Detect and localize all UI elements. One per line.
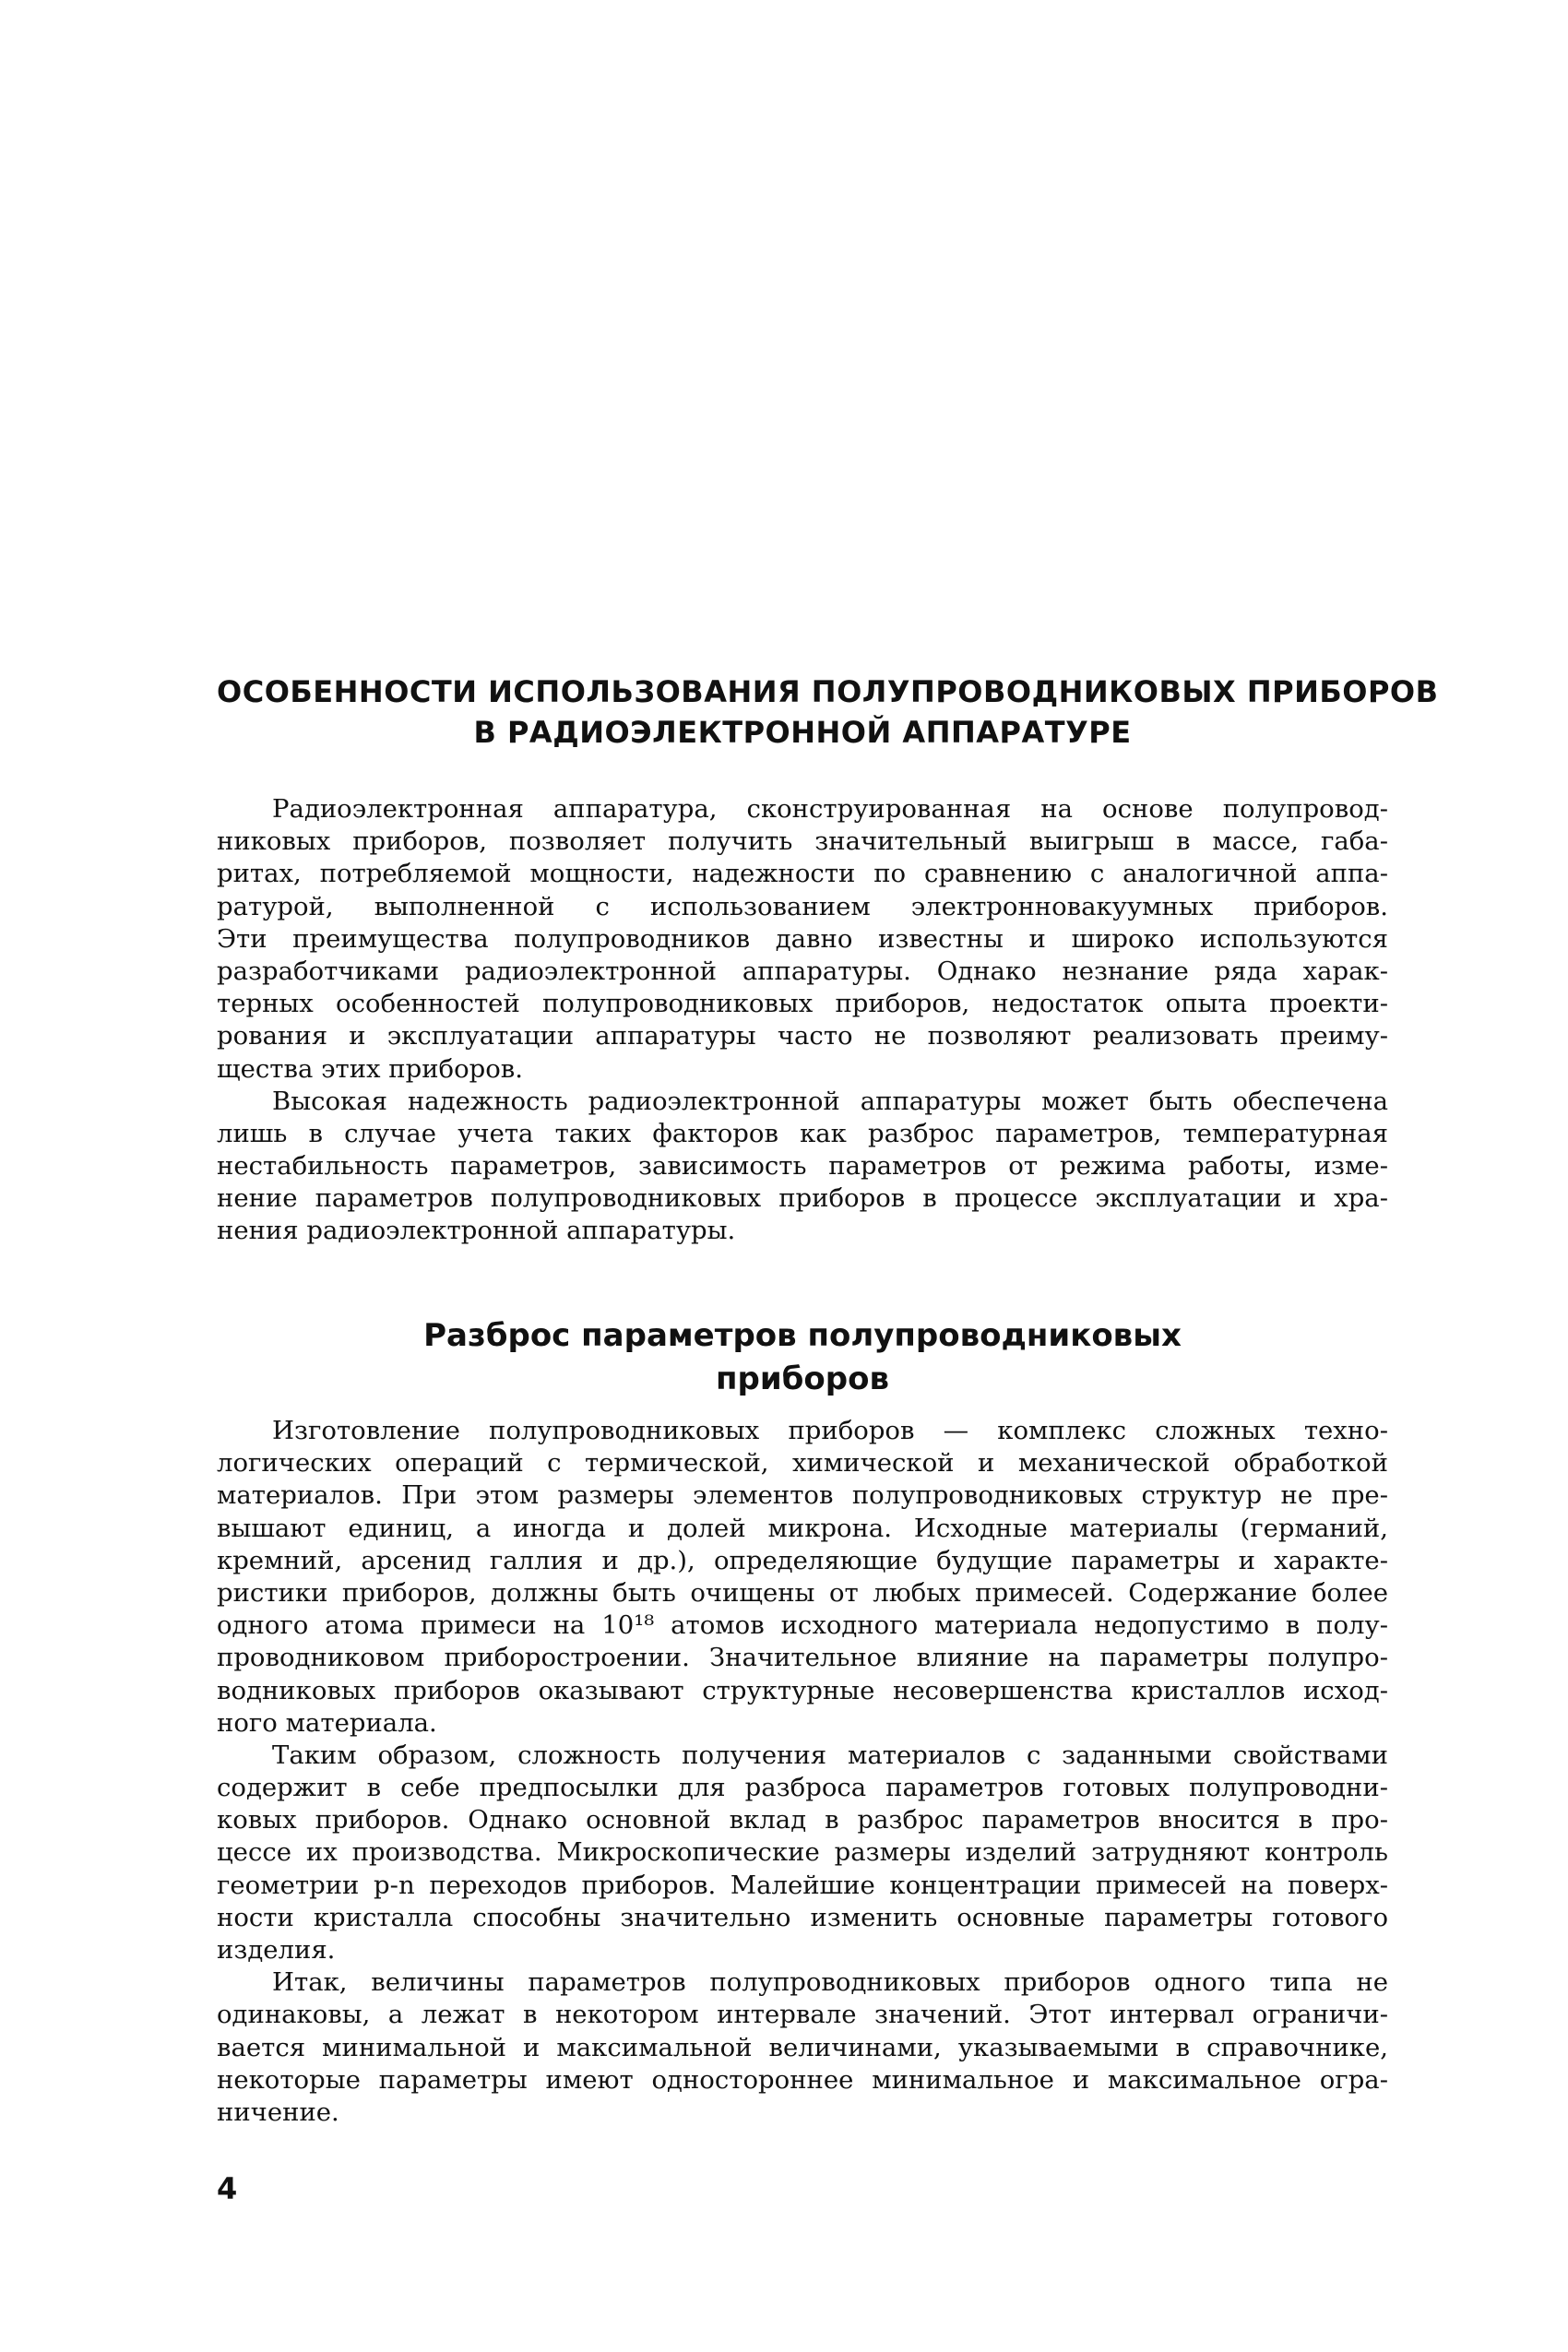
paragraph bbox=[217, 1415, 1388, 1740]
chapter-title-line: В РАДИОЭЛЕКТРОННОЙ АППАРАТУРЕ bbox=[473, 715, 1132, 750]
text-line: материалов. При этом размеры элементов полупроводниковых структур не пре- bbox=[217, 1480, 1388, 1511]
text-line: ности кристалла способны значительно изменить основные параметры готового bbox=[217, 1902, 1388, 1932]
text-line: логических операций с термической, химической и механической обработкой bbox=[217, 1448, 1388, 1479]
text-line: никовых приборов, позволяет получить значительный выигрыш в массе, габа- bbox=[217, 826, 1388, 857]
chapter-title-line: ОСОБЕННОСТИ ИСПОЛЬЗОВАНИЯ ПОЛУПРОВОДНИКОВЫХ ПРИБОРОВ bbox=[217, 674, 1439, 709]
paragraph bbox=[217, 793, 1388, 1086]
text-line: ристики приборов, должны быть очищены от любых примесей. Содержание более bbox=[217, 1577, 1388, 1608]
text-line: нестабильность параметров, зависимость параметров от режима работы, изме- bbox=[217, 1151, 1388, 1182]
text-line: ного материала. bbox=[217, 1707, 437, 1738]
text-line: вышают единиц, а иногда и долей микрона. Исходные материалы (германий, bbox=[217, 1513, 1388, 1543]
text-line: Изготовление полупроводниковых приборов — комплекс сложных техно- bbox=[272, 1416, 1388, 1445]
paragraph bbox=[217, 1086, 1388, 1248]
text-line: Радиоэлектронная аппаратура, сконструированная на основе полупровод- bbox=[272, 794, 1388, 824]
paragraph bbox=[217, 1966, 1388, 2129]
text-line: нения радиоэлектронной аппаратуры. bbox=[217, 1216, 736, 1246]
section-title bbox=[217, 1314, 1388, 1401]
section-title-line: приборов bbox=[716, 1360, 889, 1397]
section-text bbox=[217, 1415, 1388, 2129]
text-line: нение параметров полупроводниковых приборов в процессе эксплуатации и хра- bbox=[217, 1183, 1388, 1214]
text-line: ковых приборов. Однако основной вклад в разброс параметров вносится в про- bbox=[217, 1805, 1388, 1835]
text-line: одинаковы, а лежат в некотором интервале значений. Этот интервал ограничи- bbox=[217, 2000, 1388, 2030]
text-line: цессе их производства. Микроскопические размеры изделий затрудняют контроль bbox=[217, 1837, 1388, 1868]
text-line: изделия. bbox=[217, 1935, 336, 1965]
text-line: ратурой, выполненной с использованием электронновакуумных приборов. bbox=[217, 891, 1388, 921]
text-line: рования и эксплуатации аппаратуры часто не позволяют реализовать преиму- bbox=[217, 1021, 1388, 1051]
text-line: разработчиками радиоэлектронной аппаратуры. Однако незнание ряда харак- bbox=[217, 956, 1388, 986]
paragraph bbox=[217, 1740, 1388, 1966]
text-line: ничение. bbox=[217, 2097, 339, 2127]
text-line: проводниковом приборостроении. Значительное влияние на параметры полупро- bbox=[217, 1643, 1388, 1673]
text-line: одного атома примеси на 10¹⁸ атомов исходного материала недопустимо в полу- bbox=[217, 1610, 1388, 1641]
text-line: терных особенностей полупроводниковых приборов, недостаток опыта проекти- bbox=[217, 989, 1388, 1019]
text-line: щества этих приборов. bbox=[217, 1053, 524, 1084]
text-line: некоторые параметры имеют одностороннее минимальное и максимальное огра- bbox=[217, 2064, 1388, 2095]
text-line: содержит в себе предпосылки для разброса параметров готовых полупроводни- bbox=[217, 1773, 1388, 1803]
document-page bbox=[217, 0, 1439, 2352]
text-line: Эти преимущества полупроводников давно известны и широко используются bbox=[217, 923, 1388, 954]
intro-text bbox=[217, 793, 1388, 1248]
text-line: водниковых приборов оказывают структурные несовершенства кристаллов исход- bbox=[217, 1675, 1388, 1705]
text-line: вается минимальной и максимальной величинами, указываемыми в справочнике, bbox=[217, 2032, 1388, 2062]
chapter-title bbox=[217, 671, 1439, 753]
text-line: ритах, потребляемой мощности, надежности по сравнению с аналогичной аппа- bbox=[217, 859, 1388, 889]
text-line: лишь в случае учета таких факторов как разброс параметров, температурная bbox=[217, 1118, 1388, 1148]
text-line: кремний, арсенид галлия и др.), определяющие будущие параметры и характе- bbox=[217, 1545, 1388, 1575]
text-line: Высокая надежность радиоэлектронной аппаратуры может быть обеспечена bbox=[272, 1086, 1388, 1116]
page-number: 4 bbox=[217, 2171, 238, 2206]
text-line: Таким образом, сложность получения материалов с заданными свойствами bbox=[272, 1740, 1388, 1770]
text-line: Итак, величины параметров полупроводниковых приборов одного типа не bbox=[272, 1967, 1388, 1998]
section-title-line: Разброс параметров полупроводниковых bbox=[423, 1317, 1182, 1354]
text-line: геометрии p-n переходов приборов. Малейшие концентрации примесей на поверх- bbox=[217, 1870, 1388, 1900]
